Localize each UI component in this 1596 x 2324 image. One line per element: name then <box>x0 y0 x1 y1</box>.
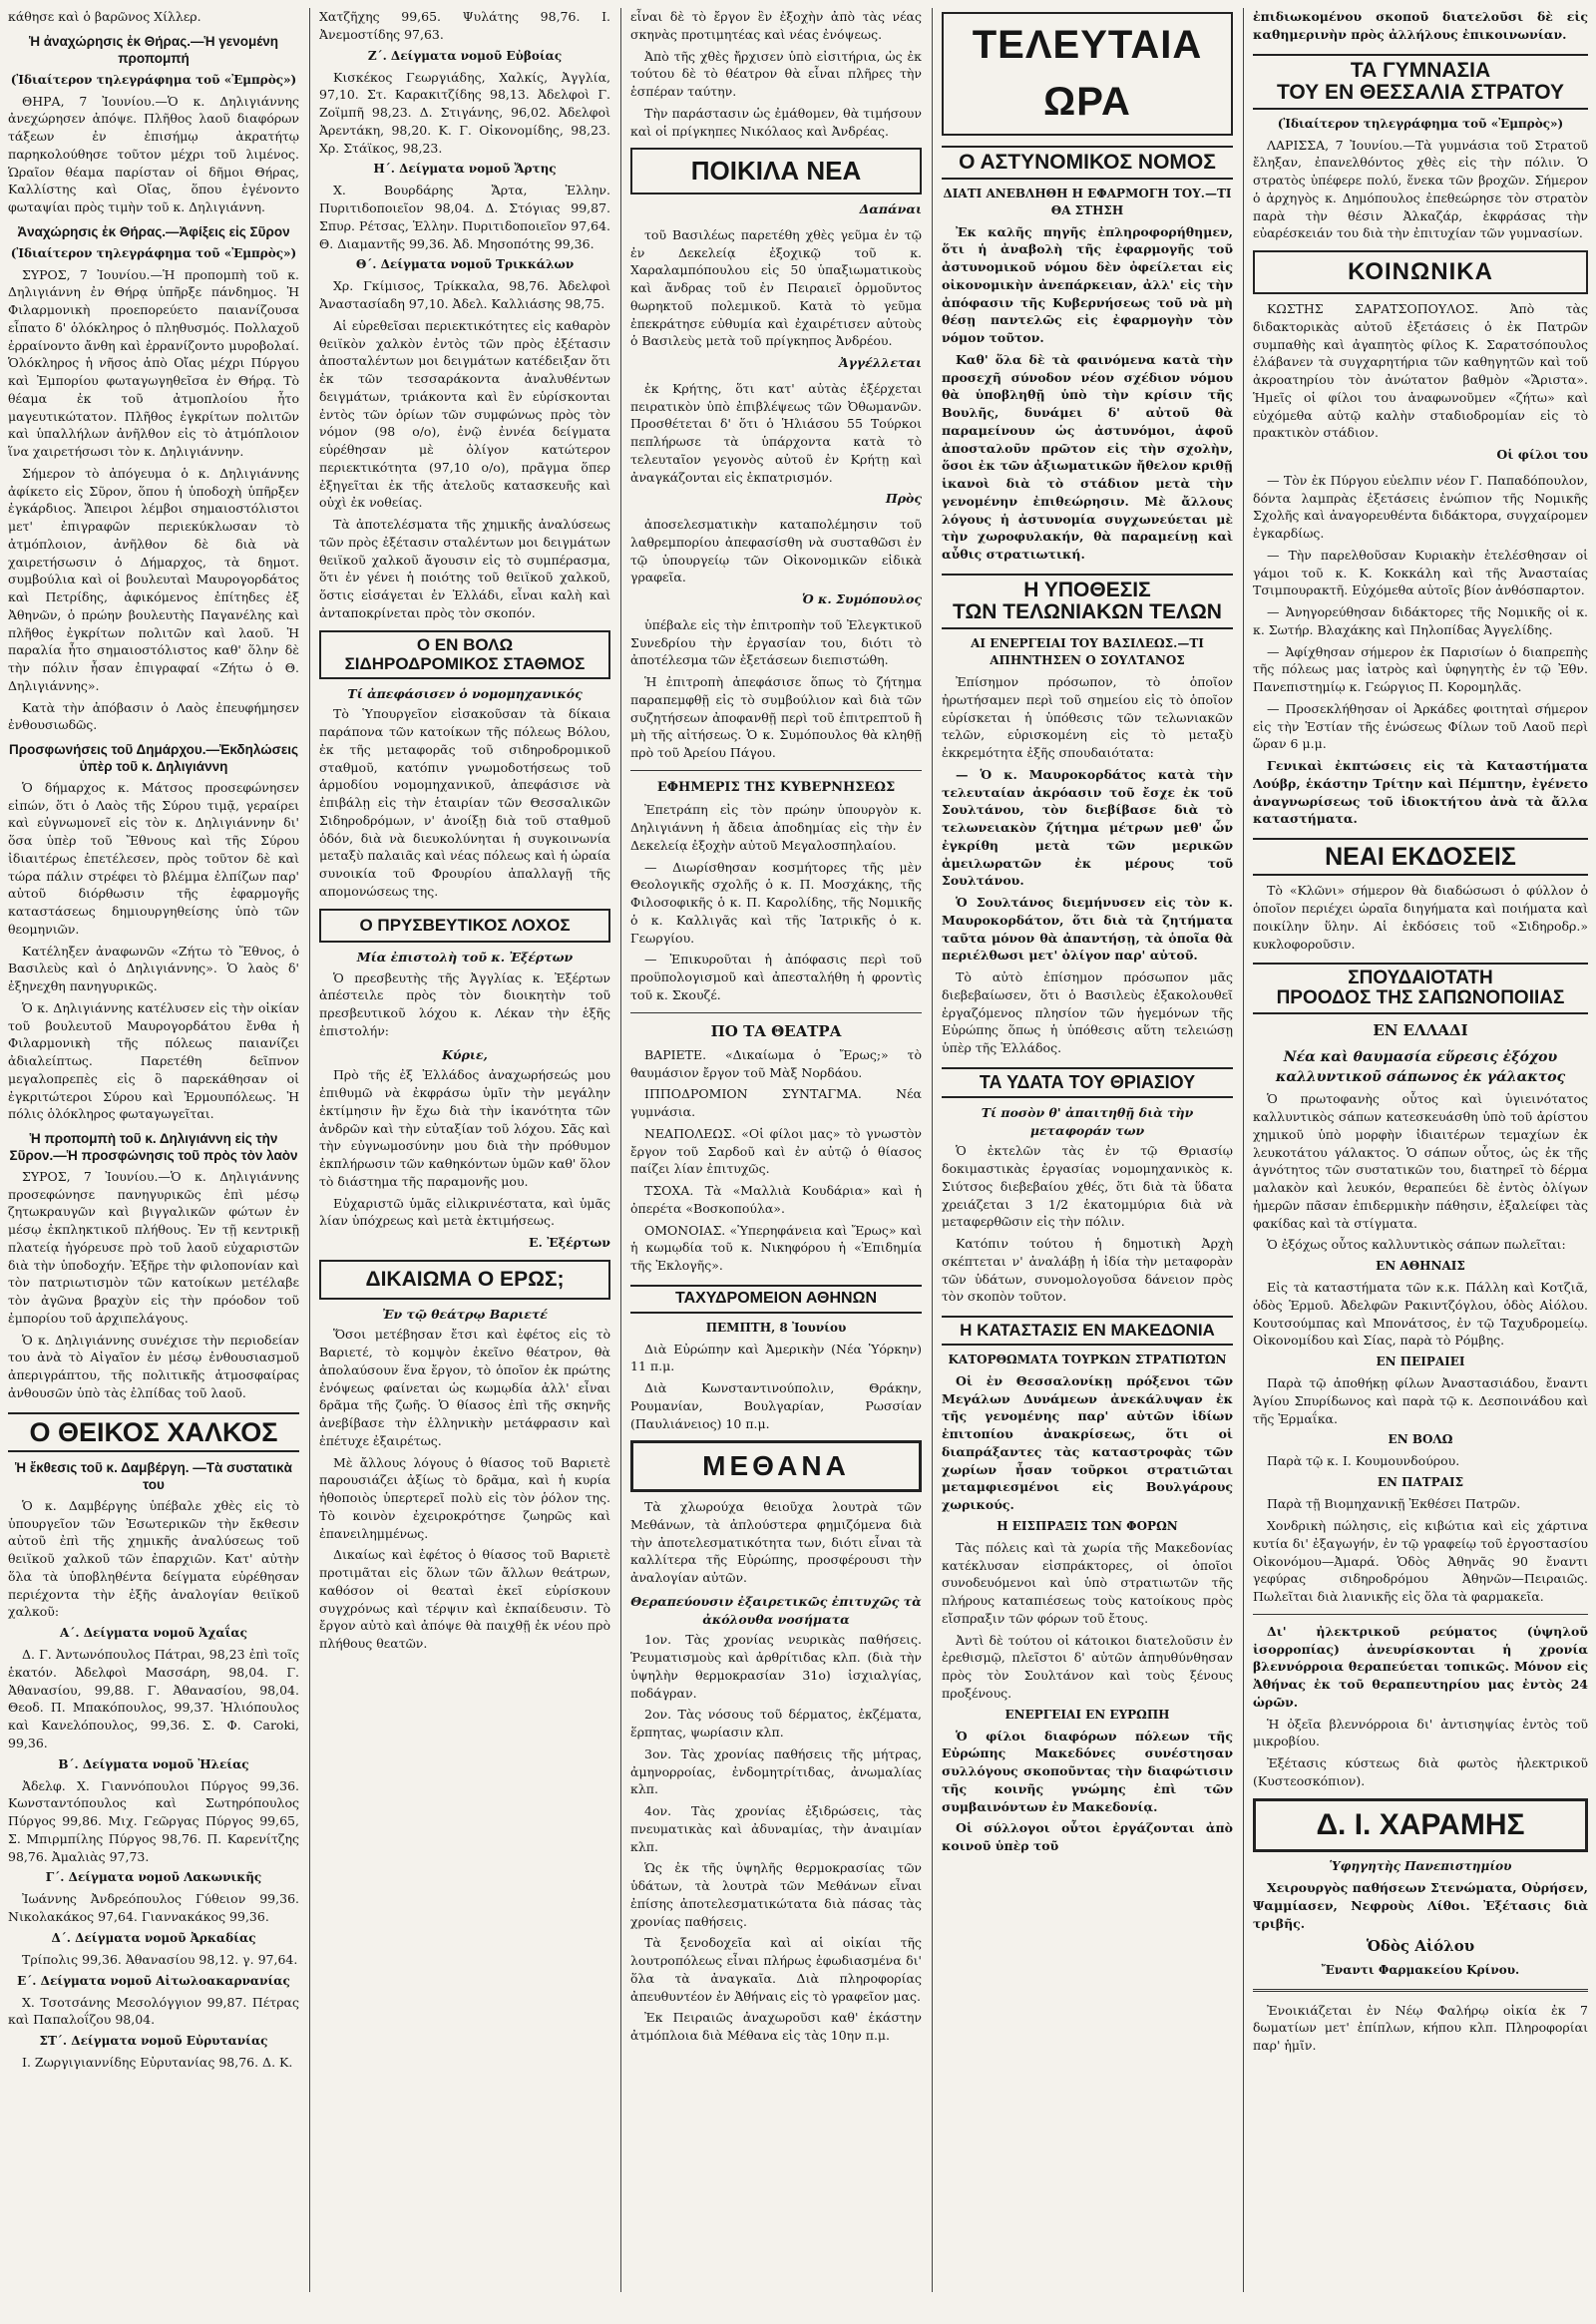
paragraph: Χρ. Γκίμισος, Τρίκκαλα, 98,76. Ἀδελφοὶ Ἀναστασίαδη 97,10. Ἀδελ. Καλλιάσης 98,75. <box>319 278 610 312</box>
paragraph: Παρὰ τῷ κ. Ι. Κουμουνδούρου. <box>1267 1453 1460 1469</box>
section-headline: ΚΟΙΝΩΝΙΚΑ <box>1253 250 1588 294</box>
column-rule <box>309 8 310 2292</box>
paragraph: Δικαίως καὶ ἐφέτος ὁ θίασος τοῦ Βαριετὲ προτιμᾶται εἰς ὅλων τῶν ἄλλων θεάτρων, καθόσον οἱ θεαταὶ ἐκεῖ εὑρίσκουν συγχρόνως καὶ τέρψιν καὶ ἐκπαίδευσιν. Τὸ ἔργον αὐτὸ καὶ ἀπόψε θὰ παιχθῇ ἐκ νέου πρὸ πλήθους θεατῶν. <box>319 1547 610 1652</box>
column-4 <box>942 8 1233 2292</box>
paragraph: τοῦ Βασιλέως παρετέθη χθὲς γεῦμα ἐν τῷ ἐν Δεκελείᾳ ἐξοχικῷ τοῦ κ. Χαραλαμπόπουλου εἰς 50 ὑπαξιωματικοὺς καὶ ἄνδρας τοῦ ἐν Πειραιεῖ ὁρμοῦντος θωρηκτοῦ πολεμικοῦ. Κατὰ τὸ γεῦμα ἐπεκράτησε εὐθυμία καὶ ἐχαιρέτισεν αὐτοὺς ὁ Βασιλεὺς μετὰ τοῦ πρίγκηπος Ἀνδρέου. <box>630 226 922 349</box>
list-heading: Ζ΄. Δείγματα νομοῦ Εὐβοίας <box>367 48 563 63</box>
paragraph: Σήμερον τὸ ἀπόγευμα ὁ κ. Δηλιγιάννης ἀφίκετο εἰς Σῦρον, ὅπου ἡ ὑποδοχὴ ὑπῆρξεν ἐγκάρδιος. Ἄπειροι λέμβοι σημαιοστόλιστοι μετ' ἐπιγραφῶν περιεκύκλωσαν τὸ ἀτμόπλοιον, ἀνῆλθον δὲ διὰ νὰ χαιρετήσωσιν ὁ Δήμαρχος, τὰ δημοτ. συμβούλια καὶ οἱ βουλευταὶ Μαυρογορδάτος καὶ Πετρίδης, ἀφικόμενος ἐπίτηδες ἐξ Ἀθηνῶν, ὁ πρώην βουλευτὴς Παγανέλης καὶ πλῆθος ἐγκρίτων πολιτῶν καὶ λαοῦ. Ἡ παραλία ἦτο σημαιοστόλιστος καθ' ὅλην δὲ τὴν πόλιν ἦσαν ἐπιγραφαί «Ζήτω ὁ Θ. Δηλιγιάννης». <box>8 465 299 693</box>
signature: Ε. Ἐξέρτων <box>528 1235 610 1251</box>
paragraph: Ὅσοι μετέβησαν ἔτσι καὶ ἐφέτος εἰς τὸ Βαριετέ, τὸ κομψὸν ἐκεῖνο θέατρον, θὰ ἀπολαύσουν ἕνα ἔργον, τὸ ὁποῖον ἐκ πρώτης ἐνόψεως φαίνεται ὡς κωμῳδία ἀλλ' εἶναι δρᾶμα τῆς ζωῆς. Ὁ θίασος ἐπὶ τῆς σκηνῆς ἀνεβίβασε τὴν ἑλληνικὴν μετάφρασιν καὶ ἐπέτυχε ἐξαιρέτως. <box>319 1327 610 1448</box>
location-heading: ΕΝ ΠΕΙΡΑΙΕΙ <box>1376 1355 1465 1369</box>
dispatch-note: (Ἰδιαίτερον τηλεγράφημα τοῦ «Ἐμπρὸς») <box>10 72 297 87</box>
article-subheading: Τί ποσὸν θ' ἀπαιτηθῇ διὰ τὴν μεταφοράν των <box>981 1104 1194 1138</box>
paragraph: Γενικαὶ ἐκπτώσεις εἰς τὰ Καταστήματα Λούβρ, ἑκάστην Τρίτην καὶ Πέμπτην, ἐγένετο ἀναγνωρίσεως τοῦ ἰδιοκτήτου ἀνὰ τὰ ἄλλα καταστήματα. <box>1253 758 1588 827</box>
advertisement-subheading: ΕΝ ΕΛΛΑΔΙ <box>1373 1021 1468 1040</box>
paragraph: Αἱ εὑρεθεῖσαι περιεκτικότητες εἰς καθαρὸν θειϊκὸν χαλκὸν ἐντὸς τῶν πρὸς ἐξέτασιν ἀποσταλέντων μοι δειγμάτων κατέδειξαν ὅτι ἐκ τῶν τεσσαράκοντα ἀναλυθέντων δειγμάτων, τριάκοντα καὶ ἓν εὑρίσκονται ἐντὸς τῶν ὁρίων τῶν συμφώνως πρὸς τὸν νόμον (98 ο/ο), ἐνῷ ἐννέα δείγματα εὑρέθησαν μὲ ὀλίγον κατώτερον περιεκτικότητα (97,10 ο/ο), πρᾶγμα ὅπερ ἐξηγεῖται ἐκ τῆς ἀτελοῦς κατασκευῆς καὶ οὐχὶ ἐκ νοθείας. <box>319 317 610 511</box>
list-heading: Γ΄. Δείγματα νομοῦ Λακωνικῆς <box>45 1870 262 1885</box>
paragraph: Τὰς πόλεις καὶ τὰ χωρία τῆς Μακεδονίας κατέκλυσαν εἰσπράκτορες, οἱ ὁποῖοι συνοδευόμενοι καὶ ὑπὸ στρατιωτῶν τῆς πλήρους καταπιέσεως τοὺς κατοίκους πρὸς εἴσπραξιν τῶν φόρων τοῦ ἔτους. <box>942 1539 1233 1626</box>
paragraph: Κατὰ τὴν ἀπόβασιν ὁ Λαὸς ἐπευφήμησεν ἐνθουσιωδῶς. <box>8 699 299 733</box>
article-subheading: ΔΙΑΤΙ ΑΝΕΒΛΗΘΗ Η ΕΦΑΡΜΟΓΗ ΤΟΥ.—ΤΙ ΘΑ ΣΤΗΣΗ <box>943 186 1232 217</box>
advertisement-subheading: Ὑφηγητὴς Πανεπιστημίου <box>1329 1859 1512 1874</box>
list-heading: Β΄. Δείγματα νομοῦ Ἠλείας <box>58 1756 249 1771</box>
paragraph: Ἡ ὀξεῖα βλεννόρροια δι' ἀντισηψίας ἐντὸς τοῦ μικροβίου. <box>1253 1716 1588 1749</box>
paragraph: Ἐπίσημον πρόσωπον, τὸ ὁποῖον ἠρωτήσαμεν περὶ τοῦ σημείου εἰς τὸ ὁποῖον εὑρίσκεται ἡ ὑπόθεσις τῶν τελωνιακῶν τελῶν, εὑρισκομένη εἰς τὸ μεταξὺ ἐκκρεμότητα ἐξῆς σπουδαιότατα: <box>942 674 1233 761</box>
address-line: Ὁδὸς Αἰόλου <box>1366 1937 1475 1956</box>
article-headline: Ο ΠΡΥΣΒΕΥΤΙΚΟΣ ΛΟΧΟΣ <box>319 909 610 943</box>
paragraph: Τὰ ἀποτελέσματα τῆς χημικῆς ἀναλύσεως τῶν πρὸς ἐξέτασιν σταλέντων μοι δειγμάτων θειϊκοῦ χαλκοῦ ἄγουσιν εἰς τὸ συμπέρασμα, ὅτι ἐν γένει ἡ ποιότης τοῦ θειϊκοῦ χαλκοῦ, ὅστις εἰσάγεται ἐν Ἑλλάδι, εἶναι καλὴ καὶ ἀνταποκρίνεται πρὸς τὸν σκοπόν. <box>319 517 610 620</box>
paragraph: Ἐκ Πειραιῶς ἀναχωροῦσι καθ' ἑκάστην ἀτμόπλοια διὰ Μέθανα εἰς τὰς 10ην π.μ. <box>630 2010 922 2044</box>
article-subheading: Ἐν τῷ θεάτρῳ Βαριετέ <box>382 1306 548 1322</box>
divider <box>1253 1614 1588 1615</box>
dispatch-note: (Ἰδιαίτερον τηλεγράφημα τοῦ «Ἐμπρὸς») <box>10 245 297 260</box>
paragraph: Ἐκ καλῆς πηγῆς ἐπληροφορήθημεν, ὅτι ἡ ἀναβολὴ τῆς ἐφαρμογῆς τοῦ ἀστυνομικοῦ νόμου δὲν ὀφείλεται εἰς οἰκονομικὴν ἀνεπάρκειαν, ἀλλ' εἰς τὴν ἀπόφασιν τῆς Κυβερνήσεως τοῦ νὰ μὴ θέσῃ παντελῶς εἰς ἐφαρμογὴν τὸν νόμον τοῦτον. <box>942 223 1233 346</box>
paragraph: ἀποσελεσματικὴν καταπολέμησιν τοῦ λαθρεμπορίου ἀπεφασίσθη νὰ συσταθῶσι ἐν τῷ ὑπουργείῳ τῶν Οἰκονομικῶν εἰδικὰ γραφεῖα. <box>630 517 922 585</box>
article-subheading: Η ΕΙΣΠΡΑΞΙΣ ΤΩΝ ΦΟΡΩΝ <box>997 1518 1178 1533</box>
paragraph: Δι' ἠλεκτρικοῦ ρεύματος (ὑψηλοῦ ἰσορροπίας) ἀνευρίσκονται ἡ χρονία βλεννόρροια θεραπεύεται τοπικῶς. Μόνον εἰς Ἀθήνας ἐκ τοῦ θεραπευτηρίου μας ἐντὸς 24 ὡρῶν. <box>1253 1623 1588 1710</box>
paragraph: Ἐνοικιάζεται ἐν Νέῳ Φαλήρῳ οἰκία ἐκ 7 δωματίων μετ' ἐπίπλων, κήπου κλπ. Πληροφορίαι παρ' ἡμῖν. <box>1253 2002 1588 2054</box>
letter-salutation: Κύριε, <box>442 1046 488 1062</box>
paragraph: ΚΩΣΤΗΣ ΣΑΡΑΤΣΟΠΟΥΛΟΣ. Ἀπὸ τὰς διδακτορικὰς αὐτοῦ ἐξετάσεις ὁ ἐκ Πατρῶν συμπαθὴς καὶ ἀγαπητὸς φίλος Κ. Σαρατσόπουλος ἐλάβανεν τὰ συγχαρητήρια τῶν καθηγητῶν καὶ τοῦ ἀκροατηρίου τὸν ἀνώτατον βαθμὸν «Ἄριστα». Ἡμεῖς οἱ φίλοι του ἀναφωνοῦμεν «ζήτω» καὶ εὐχόμεθα αὐτῷ καλὴν σταδιοδρομίαν εἰς τὸ πρακτικὸν στάδιον. <box>1253 301 1588 441</box>
list-heading: ΣΤ΄. Δείγματα νομοῦ Εὐρυτανίας <box>39 2034 268 2049</box>
location-heading: ΕΝ ΠΑΤΡΑΙΣ <box>1377 1475 1464 1490</box>
paragraph: Καθ' ὅλα δὲ τὰ φαινόμενα κατὰ τὴν προσεχῆ σύνοδον νέον σχέδιον νόμου θὰ ὑποβληθῇ ὑπὸ τὴν κρίσιν τῆς Βουλῆς, δυνάμει δ' αὐτοῦ θὰ παραμείνουν ὡς ἀστυνόμοι, ἀφοῦ ἀποσταλοῦν πρῶτον εἰς τὴν σχολὴν, ὅσοι ἐκ τῶν ἀξιωματικῶν ἤθελον κριθῇ ἱκανοὶ διὰ τὸ στάδιον μετὰ τὴν γενομένην ἐπιθεώρησιν. Μὲ ἄλλους λόγους ἡ ἀστυνομία συγχωνεύεται μὲ τὴν χωροφυλακήν, θὰ παραμείνῃ καὶ αὖθις στρατιωτική. <box>942 351 1233 563</box>
column-5 <box>1253 8 1588 2292</box>
paragraph: Ὁ πρεσβευτὴς τῆς Ἀγγλίας κ. Ἐξέρτων ἀπέστειλε πρὸς τὸν διοικητὴν τοῦ πρεσβευτικοῦ λόχου κ. Λέκαν τὴν ἑξῆς ἐπιστολήν: <box>319 969 610 1038</box>
paragraph: ΤΣΟΧΑ. Τὰ «Μαλλιὰ Κουδάρια» καὶ ἡ ὀπερέτα «Βοσκοπούλα». <box>630 1183 922 1216</box>
paragraph: Διὰ Εὐρώπην καὶ Ἀμερικὴν (Νέα Ὑόρκην) 11 π.μ. <box>630 1341 922 1374</box>
paragraph: — Ἐπικυροῦται ἡ ἀπόφασις περὶ τοῦ προϋπολογισμοῦ καὶ ἀπεσταλήθη ἡ φροντὶς τοῦ κ. Σκουζέ. <box>630 952 922 1002</box>
column-1 <box>8 8 299 2292</box>
paragraph: Χονδρικὴ πώλησις, εἰς κιβώτια καὶ εἰς χάρτινα κυτία δι' ἐξαγωγήν, ἐν τῷ γραφείῳ τοῦ ἐργοστασίου Οἰκονόμου—Ἀμαρά. Ὁδὸς Ἀθηνᾶς 90 ἔναντι γεφύρας σιδηροδρόμου Ἀθηνῶν—Πειραιῶς. Πωλεῖται διὰ λιανικῆς εἰς ὅλα τὰ φαρμακεῖα. <box>1253 1518 1588 1604</box>
location-heading: ΕΝ ΑΘΗΝΑΙΣ <box>1376 1259 1465 1274</box>
article-heading: Ἀναχώρησις ἐκ Θήρας.—Ἀφίξεις εἰς Σῦρον <box>17 223 290 239</box>
paragraph: ἐκ Κρήτης, ὅτι κατ' αὐτὰς ἐξέρχεται πειρατικὸν ὑπὸ ἐπιβλέψεως τῶν Ὀθωμανῶν. Προσθέτεται δ' ὅτι ὁ Ἡλιάσου 55 Τούρκοι πεπλήρωσε τὰ ὑπάρχοντα κατὰ τὸ τελευταῖον γεγονὸς αὐτοῦ ἐν Κρήτῃ καὶ ἀναγκάζονται εἰς ἐκπατρισμόν. <box>630 380 922 485</box>
paragraph: Τὰ ξενοδοχεῖα καὶ αἱ οἰκίαι τῆς λουτροπόλεως εἶναι πλήρως ἐφωδιασμένα δι' ὅλα τὰ ἀναγκαῖα. Διὰ πληροφορίας ἀπευθυντέον ἐν Ἀθήναις εἰς τὸ γραφεῖον μας. <box>630 1935 922 2004</box>
paragraph: 3ον. Τὰς χρονίας παθήσεις τῆς μήτρας, ἀμηνορροίας, ἐνδομητρίτιδας, ἀνωμαλίας κλπ. <box>630 1745 922 1797</box>
paragraph: Κισκέκος Γεωργιάδης, Χαλκίς, Ἀγγλία, 97,10. Στ. Καρακιτζίδης 98,13. Ἀδελφοὶ Γ. Ζοϊμπῆ 98,23. Δ. Στιγάνης, 96,02. Ἀδελφοὶ Ἀρεντάκη, 98,20. Κ. Γ. Οἰκονομίδης, 98,23. Χρ. Στάϊκος, 98,23. <box>319 69 610 156</box>
signature: Οἱ φίλοι του <box>1496 447 1588 463</box>
article-headline: Η ΚΑΤΑΣΤΑΣΙΣ ΕΝ ΜΑΚΕΔΟΝΙΑ <box>942 1316 1233 1346</box>
location-heading: ΕΝ ΒΟΛΩ <box>1388 1432 1453 1447</box>
paragraph: Ἀντὶ δὲ τούτου οἱ κάτοικοι διατελοῦσιν ἐν ἐρεθισμῷ, πλεῖστοι δ' αὐτῶν ἀπηυθύνθησαν πρὸς τὸν Σουλτάνον καὶ τοὺς ξένους προξένους. <box>942 1632 1233 1701</box>
paragraph: 4ον. Τὰς χρονίας ἐξιδρώσεις, τὰς πνευματικὰς καὶ ἀδυναμίας, τὴν ἀναιμίαν κλπ. <box>630 1803 922 1854</box>
section-headline: ΝΕΑΙ ΕΚΔΟΣΕΙΣ <box>1253 838 1588 876</box>
paragraph: Κατέληξεν ἀναφωνῶν «Ζήτω τὸ Ἔθνος, ὁ Βασιλεὺς καὶ ὁ Δηλιγιάννης». Ὁ λαὸς δ' ἐξηνεχθη πανηγυρικῶς. <box>8 943 299 994</box>
article-heading: Ἡ ἔκθεσις τοῦ κ. Δαμβέργη. —Τὰ συστατικὰ του <box>15 1460 292 1492</box>
paragraph: — Ἀνηγορεύθησαν διδάκτορες τῆς Νομικῆς οἱ κ. κ. Σωτήρ. Βλαχάκης καὶ Πηλοπίδας Ἀγγελίδης. <box>1253 604 1588 637</box>
section-headline: ΠΟ ΤΑ ΘΕΑΤΡΑ <box>710 1021 842 1040</box>
advertisement-headline: ΜΕΘΑΝΑ <box>630 1440 922 1492</box>
article-headline: Η ΥΠΟΘΕΣΙΣ ΤΩΝ ΤΕΛΩΝΙΑΚΩΝ ΤΕΛΩΝ <box>942 574 1233 629</box>
paragraph: ἐπιδιωκομένου σκοποῦ διατελοῦσι δὲ εἰς καθημερινὴν πρὸς ἀλλήλους ἐπικοινωνίαν. <box>1253 9 1588 42</box>
newspaper-page <box>8 8 1588 2302</box>
paragraph: Ὁ κ. Δηλιγιάννης συνέχισε τὴν περιοδείαν του ἀνὰ τὸ Αἰγαῖον ἐν μέσῳ ἐνθουσιασμοῦ ἀπεριγράπτου, τῆς πολιτικῆς ἀτμοσφαίρας ἀνθουσῶν ὑπὸ τὰς ἐλπίδας τοῦ λαοῦ. <box>8 1332 299 1400</box>
paragraph: Ι. Ζωργιγιαννίδης Εὐρυτανίας 98,76. Δ. Κ. <box>22 2055 293 2071</box>
paragraph: Ἐξέτασις κύστεως διὰ φωτὸς ἠλεκτρικοῦ (Κυστεοσκόπιον). <box>1253 1755 1588 1788</box>
article-heading: Προσφωνήσεις τοῦ Δημάρχου.—Ἐκδηλώσεις ὑπὲρ τοῦ κ. Δηλιγιάννη <box>8 742 299 775</box>
column-rule <box>620 8 621 2292</box>
paragraph: Ὁ δήμαρχος κ. Μάτσος προσεφώνησεν εἰπών, ὅτι ὁ Λαὸς τῆς Σύρου τιμᾷ, γεραίρει καὶ εὐγνωμονεῖ εἰς τὸν κ. Δηλιγιάννην δι' ὅσα ὑπὲρ τοῦ Ἔθνους καὶ τῆς Σύρου ἰδιαιτέρως ἐπετέλεσεν, πρὸς τοῦτον δὲ καὶ τώρα πάλιν στρέφει τὸ βλέμμα ἐλπίζων παρ' αὐτοῦ διόρθωσιν τῆς ἐφαρμογῆς καταστάσεως δημιουργηθείσης ὑπὸ τῶν θεομηνιῶν. <box>8 779 299 937</box>
column-2 <box>319 8 610 2292</box>
article-headline: ΤΑ ΓΥΜΝΑΣΙΑ ΤΟΥ ΕΝ ΘΕΣΣΑΛΙΑ ΣΤΡΑΤΟΥ <box>1253 54 1588 110</box>
paragraph: Τὰ χλωρούχα θειοῦχα λουτρὰ τῶν Μεθάνων, τὰ ἀπλούστερα φημιζόμενα διὰ τὴν ἀποτελεσματικότητα των, διότι εἶναι τὰ καλλίτερα τῆς Εὐρώπης, προσφέρουσι τὴν ἀναλογίαν αὐτῶν. <box>630 1499 922 1586</box>
paragraph: ΣΥΡΟΣ, 7 Ἰουνίου.—Ἡ προπομπὴ τοῦ κ. Δηλιγιάννη ἐν Θήρᾳ ὑπῆρξε πάνδημος. Ἡ Φιλαρμονικὴ προεπορεύετο παιανίζουσα εἶπατο δ' ὁλόκληρος ὁ πληθυσμός. Πολλαχοῦ ἐρραίνοντο ἄνθη καὶ ἐρρανίζοντο μυροβολαί. Ὁλόκληρος ἡ νῆσος ἀπὸ Οἴας μέχρι Πύργου καὶ Ἐμπορίου φωταγωγηθεῖσα ἐν Θήρᾳ. Τὸ θέαμα ἐκ τοῦ ἀτμοπλοίου ἦτο μαγευτικώτατον. Πλῆθος ἐγκρίτων πολιτῶν καὶ ὑπαλλήλων ἀνῆλθον εἰς τὸ ἀτμόπλοιον ἵνα χαιρετήσωσι τὸν κ. Δηλιγιάννην. <box>8 266 299 460</box>
paragraph: Εὐχαριστῶ ὑμᾶς εἰλικρινέστατα, καὶ ὑμᾶς λίαν ὑπόχρεως καὶ μετὰ ἐκτιμήσεως. <box>319 1195 610 1229</box>
paragraph: εἶναι δὲ τὸ ἔργον ἓν ἐξοχὴν ἀπὸ τὰς νέας σκηνὰς προτιμητέας καὶ νέας ἐνόψεως. <box>630 9 922 42</box>
paragraph: ΝΕΑΠΟΛΕΩΣ. «Οἱ φίλοι μας» τὸ γνωστὸν ἔργον τοῦ Σαρδοῦ καὶ ἐν αὐτῷ ὁ θίασος παίζει λίαν ἐπιτυχῶς. <box>630 1125 922 1177</box>
divider <box>1253 1989 1588 1992</box>
list-heading: Δ΄. Δείγματα νομοῦ Ἀρκαδίας <box>51 1930 256 1945</box>
column-rule <box>932 8 933 2292</box>
paragraph: 1ον. Τὰς χρονίας νευρικὰς παθήσεις. Ῥευματισμοὺς καὶ ἀρθρίτιδας κλπ. (διὰ τὴν ὑψηλὴν θερμοκρασίαν 31ο) ἰσχιαλγίας, ποδάγραν. <box>630 1632 922 1701</box>
paragraph: ΟΜΟΝΟΙΑΣ. «Ὑπερηφάνεια καὶ Ἔρως» καὶ ἡ κωμῳδία τοῦ κ. Νικηφόρου ἡ «Ἐπιδημία τῆς Ἐκλογῆς». <box>630 1222 922 1274</box>
paragraph: Κατόπιν τούτου ἡ δημοτικὴ Ἀρχὴ σκέπτεται ν' ἀναλάβῃ ἡ ἰδία τὴν μεταφορὰν τῶν ὑδάτων, συνομολογοῦσα δάνειον πρὸς τὸν σκοπὸν τοῦτον. <box>942 1236 1233 1305</box>
paragraph: 2ον. Τὰς νόσους τοῦ δέρματος, ἐκζέματα, ἕρπητας, ψωρίασιν κλπ. <box>630 1707 922 1741</box>
paragraph: Χ. Βουρδάρης Ἄρτα, Ἑλλην. Πυριτιδοποιεῖον 98,04. Δ. Στόγιας 99,87. Σπυρ. Ρέτσας, Ἑλλην. Πυριτιδοποιεῖον 97,64. Θ. Διαμαντῆς 99,36. Ἀδ. Μησοπότης 99,36. <box>319 183 610 251</box>
article-headline: ΔΙΚΑΙΩΜΑ Ο ΕΡΩΣ; <box>319 1260 610 1300</box>
paragraph: Τὴν παράστασιν ὡς ἐμάθομεν, θὰ τιμήσουν καὶ οἱ πρίγκηπες Νικόλαος καὶ Ἀνδρέας. <box>630 105 922 139</box>
paragraph: Τὸ Ὑπουργεῖον εἰσακοῦσαν τὰ δίκαια παράπονα τῶν κατοίκων τῆς πόλεως Βόλου, ἐκ τῆς μεταφορᾶς τοῦ σιδηροδρομικοῦ σταθμοῦ, κατόπιν γνωμοδοτήσεως τοῦ ἁρμοδίου νομομηχανικοῦ, ἀπεφάσισε νὰ ἐπιβάλῃ εἰς τὴν ἑταιρίαν τῶν Θεσσαλικῶν Σιδηροδρόμων, ν' ἀνοίξῃ διὰ τοῦ σταθμοῦ ὁδόν, διὰ νὰ διευκολύνηται ἡ συγκοινωνία μεταξὺ παλαιᾶς καὶ νέας πόλεως καὶ ἡ ὡραία συνοικία τοῦ Φρουρίου ἀπαλλαγῇ τῆς απομονώσεως της. <box>319 706 610 899</box>
paragraph: Ἰωάννης Ἀνδρεόπουλος Γύθειον 99,36. Νικολακάκος 97,64. Γιαννακάκος 99,36. <box>8 1891 299 1925</box>
section-headline: ΤΕΛΕΥΤΑΙΑ ΩΡΑ <box>942 12 1233 136</box>
paragraph: Ἀδελφ. Χ. Γιαννόπουλοι Πύργος 99,36. Κωνσταντόπουλος καὶ Σωτηρόπουλος Πύργος 99,86. Μιχ. Γεῶργας Πύργος 99,65, Σ. Μπιρμπίλης Πύργος 98,76. Π. Καρενίτζης 98,76. Ἀμαλιὰς 97,73. <box>8 1777 299 1864</box>
paragraph: ὑπέβαλε εἰς τὴν ἐπιτροπὴν τοῦ Ἐλεγκτικοῦ Συνεδρίου τὴν ἐργασίαν του, διότι τὸ ἀποτέλεσμα τῶν ἐξετάσεων διεπιστώθη. <box>630 616 922 668</box>
paragraph: Διὰ Κωνσταντινούπολιν, Θράκην, Ρουμανίαν, Βουλγαρίαν, Ρωσσίαν (Παυλιάνειος) 10 π.μ. <box>630 1380 922 1431</box>
list-heading: Α΄. Δείγματα νομοῦ Ἀχαΐας <box>60 1626 247 1641</box>
paragraph: Ὁ κ. Δαμβέργης ὑπέβαλε χθὲς εἰς τὸ ὑπουργεῖον τῶν Ἐσωτερικῶν τὴν ἔκθεσιν αὐτοῦ ἐπὶ τῆς χημικῆς ἀναλύσεως τοῦ θειϊκοῦ χαλκοῦ τῶν ἐπαρχιῶν. Κατ' αὐτὴν ὅλα τὰ ὑποβληθέντα δείγματα εὑρέθησαν περιέχοντα τὴν ἐξῆς ἀναλογίαν θειϊκοῦ χαλκοῦ: <box>8 1497 299 1620</box>
paragraph: Ὁ φίλοι διαφόρων πόλεων τῆς Εὐρώπης Μακεδόνες συνέστησαν συλλόγους σκοποῦντας τὴν διαφώτισιν τῆς κοινῆς γνώμης ἐπὶ τῶν συμβαινόντων ἐν Μακεδονίᾳ. <box>942 1728 1233 1814</box>
article-headline: Ο ΑΣΤΥΝΟΜΙΚΟΣ ΝΟΜΟΣ <box>942 146 1233 180</box>
list-heading: Θ΄. Δείγματα νομοῦ Τρικκάλων <box>355 257 575 272</box>
paragraph: Οἱ ἐν Θεσσαλονίκῃ πρόξενοι τῶν Μεγάλων Δυνάμεων ἀνεκάλυψαν ἐκ τῆς γενομένης παρ' αὐτῶν ἰδίων ἐπιτοπίου ἀνακρίσεως, ὅτι οἱ διαπράξαντες τὰς καταστροφὰς τῶν χωρίων ἦσαν τοῦρκοι στρατιῶται μεταμφιεσμένοι εἰς Βουλγάρους χωρικούς. <box>942 1372 1233 1513</box>
paragraph: Ἡ ἐπιτροπὴ ἀπεφάσισε ὅπως τὸ ζήτημα παραπεμφθῇ εἰς τὸ συμβούλιον καὶ διὰ τῶν συζητήσεων ἀποφανθῇ περὶ τοῦ ἐπιτρεπτοῦ ἢ μὴ τῆς αἰτήσεως. Ὁ κ. Συμόπουλος θὰ κληθῇ πρὸ τοῦ Ἀρείου Πάγου. <box>630 674 922 761</box>
paragraph: Τρίπολις 99,36. Ἀθανασίου 98,12. γ. 97,64. <box>22 1951 298 1967</box>
paragraph: — Τὴν παρελθοῦσαν Κυριακὴν ἐτελέσθησαν οἱ γάμοι τοῦ κ. Κ. Κοκκάλη καὶ τῆς Ἀνασταίας Τσιμπουρακτῆ. Εὐχόμεθα αὐτοῖς βίον ἀνθόσπαρτον. <box>1253 547 1588 598</box>
divider <box>630 770 922 771</box>
section-headline: ΕΦΗΜΕΡΙΣ ΤΗΣ ΚΥΒΕΡΝΗΣΕΩΣ <box>656 779 896 795</box>
divider <box>630 1012 922 1013</box>
column-rule <box>1243 8 1244 2292</box>
section-headline: ΠΟΙΚΙΛΑ ΝΕΑ <box>630 148 922 194</box>
paragraph: Παρὰ τῇ Βιομηχανικῇ Ἐκθέσει Πατρῶν. <box>1267 1496 1521 1512</box>
column-3 <box>630 8 922 2292</box>
paragraph: Ἐπετράπη εἰς τὸν πρώην ὑπουργὸν κ. Δηλιγιάννη ἡ ἄδεια ἀποδημίας εἰς τὴν ἐν Δεκελείᾳ ἐξοχὴν αὐτοῦ Μεγαλοσπηλαίου. <box>630 802 922 853</box>
paragraph: Ὁ ἐκτελῶν τὰς ἐν τῷ Θριασίῳ δοκιμαστικὰς ἐργασίας νομομηχανικὸς κ. Σιύτσος διεβεβαίου χθές, ὅτι διὰ τὰ ὕδατα χρειάζεται 3 1/2 ἑκατομμύρια διὰ νὰ μεταφερθῶσιν εἰς τὴν πόλιν. <box>942 1143 1233 1230</box>
paragraph: Ὁ Σουλτάνος διεμήνυσεν εἰς τὸν κ. Μαυροκορδάτον, ὅτι διὰ τὰ ζητήματα ταῦτα μόνον θὰ ἀπαντήσῃ, τὰ ὁποῖα θὰ περιέλθωσι μετ' ὀλίγον παρ' αὐτοῦ. <box>942 895 1233 964</box>
list-heading: Ε΄. Δείγματα νομοῦ Αἰτωλοακαρνανίας <box>17 1973 290 1988</box>
advertisement-headline: Δ. Ι. ΧΑΡΑΜΗΣ <box>1253 1798 1588 1853</box>
paragraph: Ὡς ἐκ τῆς ὑψηλῆς θερμοκρασίας τῶν ὑδάτων, τὰ λουτρὰ τῶν Μεθάνων εἶναι ἐπίσης ἀποτελεσματικώτατα διὰ πάσας τὰς χρονίας παθήσεις. <box>630 1860 922 1929</box>
paragraph: — Προσεκλήθησαν οἱ Ἀρκάδες φοιτηταὶ σήμερον εἰς τὴν Ἑστίαν τῆς ἑνώσεως Φίλων τοῦ Λαοῦ περὶ ὥραν 6 μ.μ. <box>1253 700 1588 752</box>
dispatch-note: (Ἰδιαίτερον τηλεγράφημα τοῦ «Ἐμπρὸς») <box>1277 116 1564 131</box>
paragraph: ΙΠΠΟΔΡΟΜΙΟΝ ΣΥΝΤΑΓΜΑ. Νέα γυμνάσια. <box>630 1086 922 1120</box>
item-tag: Πρὸς <box>885 491 922 507</box>
paragraph: Οἱ σύλλογοι οὗτοι ἐργάζονται ἀπὸ κοινοῦ ὑπὲρ τοῦ <box>942 1820 1233 1854</box>
article-headline: ΤΑ ΥΔΑΤΑ ΤΟΥ ΘΡΙΑΣΙΟΥ <box>942 1067 1233 1098</box>
paragraph: Ὁ ἐξόχως οὗτος καλλυντικὸς σάπων πωλεῖται: <box>1267 1237 1566 1253</box>
paragraph: — Διωρίσθησαν κοσμήτορες τῆς μὲν Θεολογικῆς σχολῆς ὁ κ. Π. Μοσχάκης, τῆς Φιλοσοφικῆς ὁ κ. Π. Καρολίδης, τῆς Νομικῆς ὁ κ. Καλλιγᾶς καὶ τῆς Ἰατρικῆς ὁ κ. Γεωργίου. <box>630 859 922 946</box>
address-line: Ἔναντι Φαρμακείου Κρίνου. <box>1321 1962 1520 1977</box>
article-headline: Ο ΕΝ ΒΟΛΩ ΣΙΔΗΡΟΔΡΟΜΙΚΟΣ ΣΤΑΘΜΟΣ <box>319 630 610 679</box>
advertisement-subheading: Θεραπεύουσιν ἐξαιρετικῶς ἐπιτυχῶς τὰ ἀκόλουθα νοσήματα <box>630 1593 922 1627</box>
article-subheading: Μία ἐπιστολὴ τοῦ κ. Ἐξέρτων <box>356 949 574 965</box>
paragraph: — Τὸν ἐκ Πύργου εὐελπιν νέον Γ. Παπαδόπουλον, δόντα λαμπρὰς ἐξετάσεις ἐνώπιον τῆς Νομικῆς Σχολῆς καὶ ἀναγορευθέντα διδάκτορα, συγχαίρομεν ἐγκαρδίως. <box>1253 472 1588 542</box>
paragraph: Ὁ πρωτοφανὴς οὗτος καὶ ὑγιεινότατος καλλυντικὸς σάπων κατεσκευάσθη ὑπὸ τοῦ ἀρίστου χημικοῦ ὑπὸ μορφὴν ἰδιαιτέρων τεμαχίων ἐκ λευκοτάτου γάλακτος. Ὁ σάπων οὗτος, ὡς ἐκ τῆς ἁγνότητος τῶν συστατικῶν του, διατηρεῖ τὸ δέρμα μαλακὸν καὶ λευκόν, θεραπεύει δὲ ἐντὸς ὀλίγων ἡμερῶν πᾶσαν ἐπιδερμικὴν πάθησιν, ἐξαλείφει τὰς φακίδας καὶ τὰ στίγματα. <box>1253 1091 1588 1231</box>
paragraph: ΣΥΡΟΣ, 7 Ἰουνίου.—Ὁ κ. Δηλιγιάννης προσεφώνησε πανηγυρικῶς ἐπὶ μέσῳ ζητωκραυγῶν καὶ βιγγαλικῶν φώτων ἐν μέσῳ ἐκπληκτικοῦ πλήθους. Ἐν τῇ κεντρικῇ πλατείᾳ ἠγόρευσε πρὸ τοῦ λαοῦ εὐχαριστῶν διὰ τὴν ὑποδοχήν. Ἐξῆρε τὴν φιλοπονίαν καὶ τὸν πατριωτισμὸν τῶν κατοίκων μετέλαβε τὸν ἀγῶνα βραχὺν εἰς τὴν πρόοδον τοῦ ἐμπορίου τοῦ ἀρχιπελάγους. <box>8 1168 299 1326</box>
paragraph: Τὸ αὐτὸ ἐπίσημον πρόσωπον μᾶς διεβεβαίωσεν, ὅτι ὁ Βασιλεὺς ἐξακολουθεῖ ἐργαζόμενος πλησίον τῶν ἡγεμόνων τῆς Εὐρώπης ὅπως ἡ ὑπόθεσις αὕτη τελειώσῃ ὑπὲρ τῆς Ἑλλάδος. <box>942 969 1233 1056</box>
paragraph: Παρὰ τῷ ἀποθήκῃ φίλων Ἀναστασιάδου, ἔναντι Ἁγίου Σπυρίδωνος καὶ παρὰ τῷ κ. Δεσποινάδου καὶ τῆς Ἑρμαΐκα. <box>1253 1375 1588 1426</box>
advertisement-subheading: Νέα καὶ θαυμασία εὕρεσις ἐξόχου καλλυντικοῦ σάπωνος ἐκ γάλακτος <box>1275 1048 1566 1085</box>
paragraph: Χειρουργὸς παθήσεων Στενώματα, Οὐρήσεν, Ψαμμίασεν, Νεφροὺς Λίθοι. Ἐξέτασις διὰ τριβῆς. <box>1253 1880 1588 1931</box>
post-date: ΠΕΜΠΤΗ, 8 Ἰουνίου <box>705 1320 847 1335</box>
section-headline: ΤΑΧΥΔΡΟΜΕΙΟΝ ΑΘΗΝΩΝ <box>630 1285 922 1314</box>
item-tag: Δαπάναι <box>859 201 922 217</box>
paragraph: ΛΑΡΙΣΣΑ, 7 Ἰουνίου.—Τὰ γυμνάσια τοῦ Στρατοῦ ἔληξαν, ἐπανελθόντος χθὲς εἰς τὴν πόλιν. Ὁ στρατὸς ὑπέφερε πολύ, ἕνεκα τῶν βροχῶν. Σήμερον ὁ ἀρχηγὸς κ. Δημόπουλος ἐπεθεώρησε τὸν στρατὸν παρὰ τὴν θέσιν Ἀλκαζάρ, ἐκφράσας τὴν εὐαρέσκειάν του διὰ τὴν ἐπιτυχίαν τῶν γυμνασίων. <box>1253 137 1588 241</box>
paragraph: Ὁ κ. Δηλιγιάννης κατέλυσεν εἰς τὴν οἰκίαν τοῦ βουλευτοῦ Μαυρογορδάτου ἔνθα ἡ Φιλαρμονικὴ τῆς πόλεως παιανίζει ἀδιαλείπτως. Παρετέθη δεῖπνον μεγαλοπρεπὲς εἰς ὃ παρεκάθησαν οἱ ἐγκριτώτεροι Σύρου καὶ Ἑρμουπόλεως. Ἡ πόλις ὁλόκληρος φωταγωγεῖται. <box>8 999 299 1122</box>
article-headline: Ο ΘΕΙΚΟΣ ΧΑΛΚΟΣ <box>8 1412 299 1452</box>
paragraph: Χ. Τσοτσάνης Μεσολόγγιον 99,87. Πέτρας καὶ Παπαλοΐζου 98,04. <box>8 1994 299 2028</box>
paragraph: Εἰς τὰ καταστήματα τῶν κ.κ. Πάλλη καὶ Κοτζιᾶ, ὁδὸς Ἑρμοῦ. Ἀδελφῶν Ρακιντζόγλου, ὁδὸς Αἰόλου. Κουτσούμπας καὶ Μπονάτσος, ἐν τῷ Ταχυδρομείῳ. Οἰκονομίδου καὶ Σίας, παρὰ τὸ Ρόμβης. <box>1253 1280 1588 1349</box>
article-heading: Ἡ προπομπὴ τοῦ κ. Δηλιγιάννη εἰς τὴν Σῦρον.—Ἡ προσφώνησις τοῦ πρὸς τὸν λαὸν <box>9 1131 298 1164</box>
paragraph: Μὲ ἄλλους λόγους ὁ θίασος τοῦ Βαριετὲ παρουσιάζει ἀξίως τὸ δρᾶμα, καὶ ἡ κυρία ἠθοποιὸς ὑπερτερεῖ πολὺ εἰς τὸν ῥόλον της. Τὸ κοινὸν ἐχειροκρότησε ζωηρῶς καὶ ἐπανειλημμένως. <box>319 1454 610 1541</box>
article-subheading: ΚΑΤΟΡΘΩΜΑΤΑ ΤΟΥΡΚΩΝ ΣΤΡΑΤΙΩΤΩΝ <box>948 1352 1227 1366</box>
list-heading: Η΄. Δείγματα νομοῦ Ἄρτης <box>373 162 557 177</box>
paragraph: — Ἀφίχθησαν σήμερον ἐκ Παρισίων ὁ διαπρεπὴς τῆς πόλεως μας ἰατρὸς καὶ ὑφηγητὴς ἐν τῷ Ἐθν. Πανεπιστημίῳ κ. Γεώργιος Π. Κορομηλᾶς. <box>1253 643 1588 695</box>
paragraph: Χατζῆχης 99,65. Ψυλάτης 98,76. Ι. Ἀνεμοστίδης 97,63. <box>319 9 610 42</box>
item-tag: Ὁ κ. Συμόπουλος <box>802 591 922 607</box>
paragraph: Δ. Γ. Ἀντωνόπουλος Πάτραι, 98,23 ἐπὶ τοῖς ἑκατόν. Ἀδελφοὶ Μασσάρη, 98,04. Γ. Ἀθανασίου, 99,88. Γ. Ἀθανασίου, 98,04. Θεοδ. Π. Μπακόπουλος, 99,37. Ἠλιόπουλος καὶ Κανελόπουλος, 99,36. Σ. Φ. Caroki, 99,36. <box>8 1647 299 1750</box>
article-subheading: ΑΙ ΕΝΕΡΓΕΙΑΙ ΤΟΥ ΒΑΣΙΛΕΩΣ.—ΤΙ ΑΠΗΝΤΗΣΕΝ Ο ΣΟΥΛΤΑΝΟΣ <box>971 636 1204 668</box>
paragraph: Ἀπὸ τῆς χθὲς ἤρχισεν ὑπὸ εἰσιτήρια, ὡς ἐκ τούτου δὲ τὸ θέατρον θὰ εἶναι πλῆρες τὴν ἑσπέραν ταύτην. <box>630 48 922 99</box>
paragraph: Τὸ «Κλῶνι» σήμερον θὰ διαδώσωσι ὁ φύλλον ὁ ὁποῖον περιέχει ὡραῖα διηγήματα καὶ ποιήματα καὶ ποικίλην ὕλην. Αἱ ἐκδόσεις τοῦ «Σιδηροδρ.» κυκλοφοροῦσιν. <box>1253 883 1588 952</box>
paragraph: ΘΗΡΑ, 7 Ἰουνίου.—Ὁ κ. Δηλιγιάννης ἀνεχώρησεν ἀπόψε. Πλῆθος λαοῦ διαφόρων τάξεων ἐν ἐπισήμῳ ἀκρατήτῳ παρηκολούθησε τοῦτον μέχρι τοῦ λιμένος. Ὡραῖον θέαμα παρίσταν οἱ δῆμοι Θήρας, Καλλίστης καὶ Οἴας, ὅπου ἐγένοντο φωταψίαι πρὸς τιμὴν τοῦ κ. Δηλιγιάννη. <box>8 93 299 215</box>
article-subheading: Τί ἀπεφάσισεν ὁ νομομηχανικός <box>347 685 583 701</box>
item-tag: Ἀγγέλλεται <box>838 355 922 371</box>
paragraph: κάθησε καὶ ὁ βαρῶνος Χίλλερ. <box>8 9 201 24</box>
paragraph: — Ὁ κ. Μαυροκορδάτος κατὰ τὴν τελευταίαν ἀκρόασιν τοῦ ἔσχε ἐκ τοῦ Σουλτάνου, τὸν διεβίβασε διὰ τὸ τελωνειακὸν ζήτημα μέτρων μεθ' ὧν ἐγκρίθη μετὰ τῶν μερικῶν ἀμειλωρατῶν ἐκ μέρους τοῦ Σουλτάνου. <box>942 766 1233 889</box>
paragraph: ΒΑΡΙΕΤΕ. «Δικαίωμα ὁ Ἔρως;» τὸ θαυμάσιον ἔργον τοῦ Μὰξ Νορδάου. <box>630 1046 922 1080</box>
paragraph: Πρὸ τῆς ἐξ Ἑλλάδος ἀναχωρήσεώς μου ἐπιθυμῶ νὰ ἐκφράσω ὑμῖν τὴν μεγάλην ἐκτίμησιν ἣν ἔχω διὰ τὴν ἱκανότητα τῶν ἀνδρῶν καὶ τὴν εὐταξίαν τοῦ λόχου. Σᾶς καὶ τὴν εὐγνωμοσύνην μου διὰ τὴν πρόθυμον ἐκπλήρωσιν τῶν καθηκόντων ὑμῶν καθ' ὅλον τὸ διάστημα τῆς παραμονῆς μου. <box>319 1067 610 1189</box>
advertisement-headline: ΣΠΟΥΔΑΙΟΤΑΤΗ ΠΡΟΟΔΟΣ ΤΗΣ ΣΑΠΩΝΟΠΟΙΙΑΣ <box>1253 963 1588 1014</box>
article-heading: Ἡ ἀναχώρησις ἐκ Θήρας.—Ἡ γενομένη προπομπή <box>28 33 279 66</box>
article-subheading: ΕΝΕΡΓΕΙΑΙ ΕΝ ΕΥΡΩΠΗ <box>1004 1707 1170 1722</box>
